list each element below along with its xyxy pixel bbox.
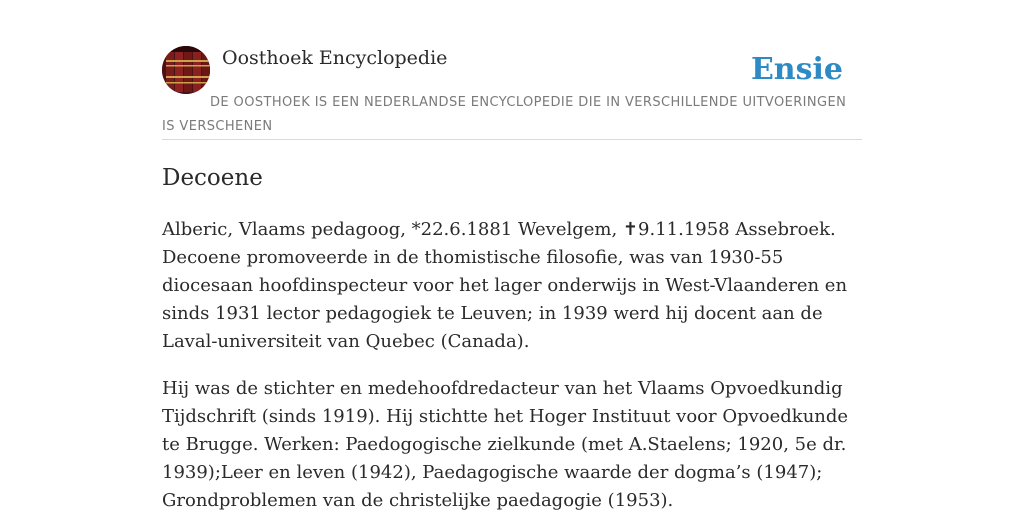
article-paragraph: Alberic, Vlaams pedagoog, *22.6.1881 Wevelgem, ✝9.11.1958 Assebroek. Decoene promoveerde in de thomistische filosofie, was van 1930-55 diocesaan hoofdinspecteur voor het lager onderwijs in West-Vlaanderen en sinds 1931 lector pedagogiek te Leuven; in 1939 werd hij docent aan de Laval-universiteit van Quebec (Canada). [162, 219, 848, 352]
brand-logo[interactable]: Ensie [750, 52, 843, 87]
site-title[interactable]: Oosthoek Encyclopedie [222, 47, 448, 69]
article [162, 160, 862, 512]
site-tagline: DE OOSTHOEK IS EEN NEDERLANDSE ENCYCLOPEDIE DIE IN VERSCHILLENDE UITVOERINGEN IS VERSCHENEN [162, 95, 847, 134]
site-header [162, 46, 862, 140]
site-avatar[interactable] [162, 46, 210, 94]
article-title: Decoene [162, 165, 263, 191]
article-paragraph: Hij was de stichter en medehoofdredacteur van het Vlaams Opvoedkundig Tijdschrift (sinds 1919). Hij stichtte het Hoger Instituut voor Opvoedkunde te Brugge. Werken: Paedogogische zielkunde (met A.Staelens; 1920, 5e dr. 1939);Leer en leven (1942), Paedagogische waarde der dogma’s (1947); Grondproblemen van de christelijke paedagogie (1953). [162, 378, 849, 511]
book-spines-icon [162, 46, 210, 94]
